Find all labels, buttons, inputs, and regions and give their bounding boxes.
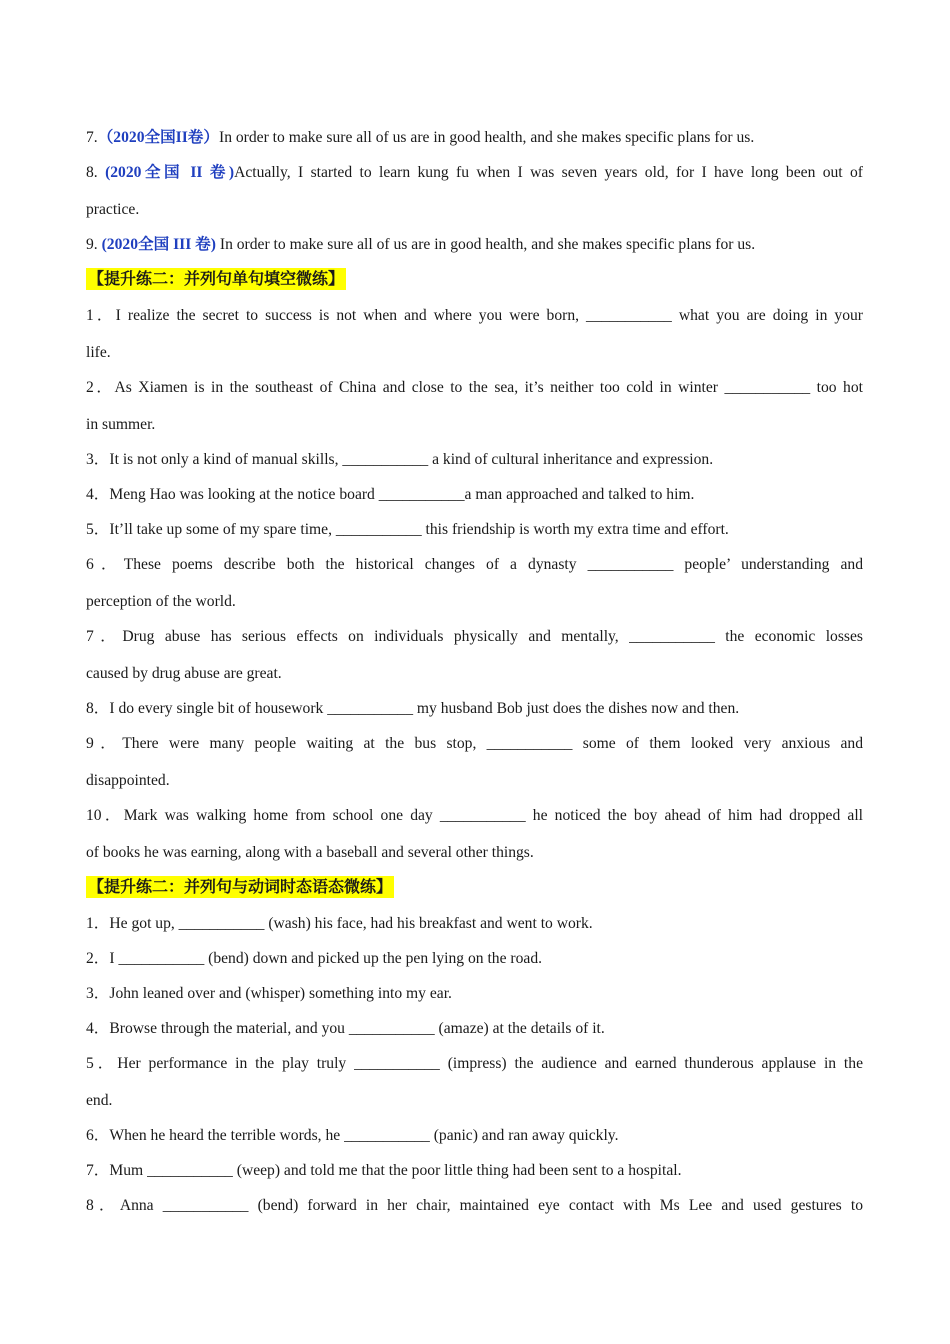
s1-question-8: 8．I do every single bit of housework ___________ my husband Bob just does the dishes now and then.: [86, 700, 740, 717]
s1-question-4: 4．Meng Hao was looking at the notice board ___________a man approached and talked to him.: [86, 486, 695, 503]
s1-question-1: 1．I realize the secret to success is not when and where you were born, ___________ what you are doing in your: [86, 307, 863, 324]
s2-question-6: 6．When he heard the terrible words, he ___________ (panic) and ran away quickly.: [86, 1127, 619, 1144]
item-number: 7.: [86, 129, 98, 146]
source-tag: (2020全国 III 卷): [101, 236, 216, 253]
s2-question-3: 3．John leaned over and (whisper) something into my ear.: [86, 985, 452, 1002]
s1-question-6: 6．These poems describe both the historical changes of a dynasty ___________ people’ understanding and: [86, 556, 863, 573]
section-heading-tense-voice: 【提升练二：并列句与动词时态语态微练】: [88, 877, 393, 896]
exercise-7: [86, 128, 863, 148]
s1-question-10-continued: of books he was earning, along with a baseball and several other things.: [86, 844, 534, 861]
s1-question-6-continued: perception of the world.: [86, 593, 236, 610]
s1-question-1-continued: life.: [86, 344, 111, 361]
exercise-8-continued: practice.: [86, 201, 140, 218]
exercise-8: [86, 163, 863, 183]
s1-question-5: 5．It’ll take up some of my spare time, ___________ this friendship is worth my extra time and effort.: [86, 521, 729, 538]
s2-question-8: 8．Anna ___________ (bend) forward in her chair, maintained eye contact with Ms Lee and used gestures to: [86, 1197, 863, 1214]
s2-question-7: 7．Mum ___________ (weep) and told me that the poor little thing had been sent to a hospital.: [86, 1162, 682, 1179]
item-text: In order to make sure all of us are in good health, and she makes specific plans for us.: [219, 236, 756, 253]
s1-question-7: 7．Drug abuse has serious effects on individuals physically and mentally, ___________ the economic losses: [86, 628, 863, 645]
s1-question-2: 2．As Xiamen is in the southeast of China and close to the sea, it’s neither too cold in winter ___________ too hot: [86, 379, 863, 396]
item-number: 8.: [86, 164, 98, 181]
s1-question-7-continued: caused by drug abuse are great.: [86, 665, 282, 682]
section-heading-fill-in: 【提升练二：并列句单句填空微练】: [88, 269, 345, 288]
s2-question-4: 4．Browse through the material, and you ___________ (amaze) at the details of it.: [86, 1020, 605, 1037]
item-number: 9.: [86, 236, 98, 253]
item-text: Actually, I started to learn kung fu when I was seven years old, for I have long been out of: [234, 164, 863, 181]
source-tag: (2020全国 II 卷): [105, 164, 235, 181]
item-text: In order to make sure all of us are in good health, and she makes specific plans for us.: [219, 129, 755, 146]
source-tag: （2020全国II卷）: [97, 129, 219, 146]
s2-question-2: 2．I ___________ (bend) down and picked up the pen lying on the road.: [86, 950, 543, 967]
s1-question-10: 10．Mark was walking home from school one day ___________ he noticed the boy ahead of him had dropped all: [86, 807, 863, 824]
exercise-9: [86, 235, 863, 255]
s2-question-5: 5．Her performance in the play truly ___________ (impress) the audience and earned thunderous applause in the: [86, 1055, 863, 1072]
s1-question-9-continued: disappointed.: [86, 772, 170, 789]
s1-question-9: 9．There were many people waiting at the bus stop, ___________ some of them looked very anxious and: [86, 735, 863, 752]
s2-question-5-continued: end.: [86, 1092, 113, 1109]
s2-question-1: 1．He got up, ___________ (wash) his face, had his breakfast and went to work.: [86, 915, 593, 932]
s1-question-3: 3．It is not only a kind of manual skills, ___________ a kind of cultural inheritance and expression.: [86, 451, 714, 468]
s1-question-2-continued: in summer.: [86, 416, 156, 433]
